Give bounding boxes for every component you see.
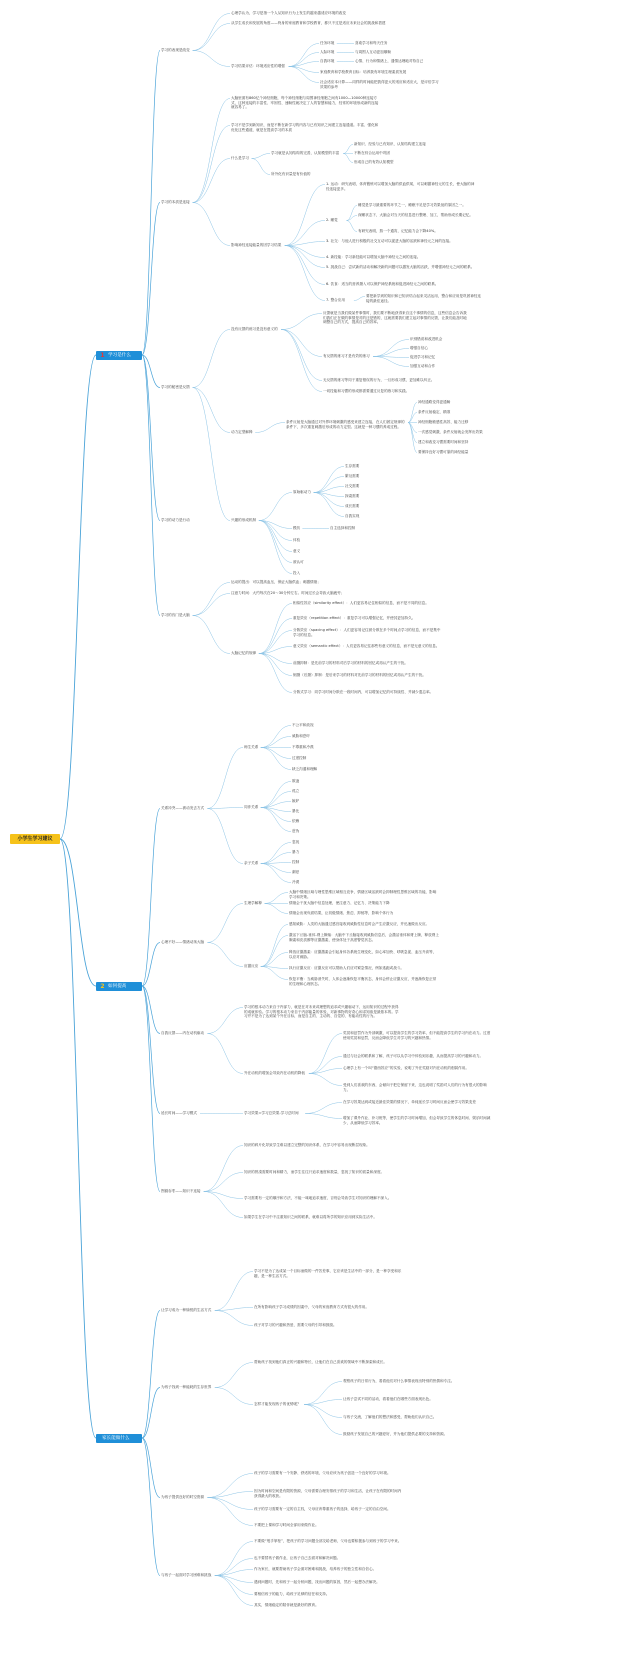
mind-map-node-n3b[interactable]: 动力定型解释 — [231, 430, 253, 434]
link-n14f — [215, 1576, 253, 1606]
mind-map-node-n14b[interactable]: 也不要替孩子做作业，让孩子自己去面对和解决问题。 — [254, 1556, 341, 1560]
main-node-label: 学习是什么 — [108, 353, 131, 358]
mind-map-node-n6a4[interactable]: 过度控制 — [292, 756, 307, 760]
mind-map-node-n4a1c[interactable]: 社交需要 — [345, 484, 360, 488]
mind-map-node-n1c1[interactable]: 任务环境 — [320, 41, 335, 45]
mind-map-node-n10[interactable]: 囫囵吞枣——知识不连接 — [161, 1189, 201, 1193]
link-n14 — [142, 1438, 160, 1576]
mind-map-node-n3b2[interactable]: 神经通路变得更通畅 — [418, 400, 451, 404]
mind-map-node-n3a4[interactable]: 一切技能和习惯的形成都需要通过反复的练习和实践。 — [323, 389, 410, 393]
mind-map-node-n5c2[interactable]: 重复效应（repetition effect）：重复学习可以增强记忆，并使其更加持久。 — [293, 616, 416, 620]
mind-map-node-n1c3[interactable]: 自我环境 — [320, 59, 335, 63]
mind-map-node-n2[interactable]: 学习的本质是连接 — [161, 200, 190, 204]
link-n2a — [193, 99, 230, 203]
mind-map-node-n4a1b[interactable]: 繁衍需要 — [345, 474, 360, 478]
mind-map-node-n2d[interactable]: 影响神经连接能量的因学习结果 — [231, 243, 282, 247]
mind-map-node-n4a7[interactable]: 投入 — [293, 571, 301, 575]
mind-map-node-n9a[interactable]: 学习效果=学习总效果-学习总时间 — [244, 1111, 299, 1115]
link-n5c1 — [259, 604, 292, 654]
link-n1 — [142, 51, 160, 356]
mind-map-node-n7[interactable]: 心理不好——情绪动荡大脑 — [161, 940, 205, 944]
link-n14a — [215, 1542, 253, 1576]
mind-map-node-n11b[interactable]: 在所有影响孩子学习成绩的因素中，父母的家庭教育方式有很大的作用。 — [254, 1305, 369, 1309]
mind-map-node-n11[interactable]: 让学习成为一种愉悦的生活方式 — [161, 1308, 212, 1312]
mind-map-node-n3a2b[interactable]: 增强自信心 — [410, 346, 428, 350]
main-node-what-parents-can-do[interactable] — [96, 1434, 142, 1443]
mind-map-node-n2c2[interactable]: 所外化有识量是有价值的 — [271, 172, 311, 176]
mind-map-node-n3b5[interactable]: 一次感觉刺激，条件反射就会发挥出效果 — [418, 430, 483, 434]
mind-map-node-n13[interactable]: 为孩子提供良好的时空资源 — [161, 1495, 205, 1499]
mind-map-node-n10d[interactable]: 如果学生在学习中不注重知识之间的联系，就难以将所学的知识应用到实际生活中。 — [244, 1215, 377, 1219]
mind-map-node-n3b7[interactable]: 要保持良好习惯可靠的神经能量 — [418, 450, 469, 454]
mind-map-node-n5b[interactable]: 注意力时间：大约每次在20～30分钟左右。时间过长会导致大脑疲劳； — [231, 591, 345, 595]
mind-map-node-n2d2[interactable]: 2. 睡觉 — [326, 218, 338, 222]
section-number-1: 1 — [100, 352, 105, 359]
link-n2d7 — [285, 246, 325, 301]
mind-map-node-n6a1[interactable]: 不公平和歧视 — [292, 723, 314, 727]
mind-map-node-n14d[interactable]: 遇到问题时，先和孩子一起分析问题，找出问题的原因，然后一起想办法解决。 — [254, 1580, 380, 1584]
mind-map-node-n8b3[interactable]: 心理学上有一个叫“德西效应”的实验，说明了外在奖励对内在动机的削弱作用。 — [343, 1066, 469, 1070]
link-n13a — [207, 1474, 253, 1498]
link-n6a — [207, 748, 243, 809]
mind-map-node-n14[interactable]: 与孩子一起面对学习困难和挑战 — [161, 1573, 212, 1577]
mind-map-node-n12[interactable]: 为孩子找到一种能耗的生存世界 — [161, 1385, 212, 1389]
mind-map-node-n3a2c[interactable]: 促进学习和记忆 — [410, 355, 436, 359]
mind-map-node-n4a5[interactable]: 意义 — [293, 549, 301, 553]
link-n1c — [193, 51, 230, 67]
mind-map-node-n8b1[interactable]: 奖赏和惩罚作为外部刺激，可以提高学生的学习效率，但不能提高学生的学习内在动力。过度使用奖赏和惩罚，反而会降低学生对学习的兴趣和热情。 — [343, 1031, 491, 1040]
mind-map-node-n12a[interactable]: 帮助孩子找到他们真正的兴趣和特长，让他们在自己喜欢的领域中不断探索和成长。 — [254, 1360, 387, 1364]
link-n6b1 — [261, 782, 291, 808]
link-n3b2 — [408, 403, 417, 423]
link-n7b1 — [261, 925, 288, 967]
mind-map-node-n2c1c[interactable]: 形成自己的有效认知模型 — [354, 160, 394, 164]
mind-map-node-n7b2[interactable]: 激活下丘脑-垂体-肾上腺轴：大脑中下丘脑接收到威胁信息后，会激活垂体和肾上腺，释放肾上腺素和皮质醇等应激激素，使身体处于高度警觉状态。 — [289, 933, 439, 942]
link-n3b3 — [408, 413, 417, 423]
mind-map-node-n1c2a[interactable]: 与周围人互动更加顺畅 — [355, 50, 391, 54]
mind-map-node-n5c1[interactable]: 相似性效应（similarity effect）：人们更容易记住相似的信息，而不是不同的信息。 — [293, 601, 429, 605]
link-n12a — [215, 1363, 253, 1388]
link-n12b4 — [304, 1405, 342, 1435]
mind-map-node-n2d6[interactable]: 6. 饮食：适当的营养摄入可以保护神经系统和促进神经元之间的联系。 — [326, 282, 439, 286]
link-n11a — [215, 1272, 253, 1311]
mind-map-node-n13b[interactable]: 因为时间和空间是有限的资源，父母需要合理安排孩子的学习和生活，让孩子在有限的时间内获得最大的收获。 — [254, 1489, 402, 1498]
link-n1b — [193, 24, 230, 51]
root-link-0 — [60, 355, 96, 839]
link-n2c — [193, 159, 230, 203]
mind-map-node-n2b[interactable]: 学习不是学到新知识，而是不断在新学习的内容与已有知识之间建立连接通道。丰富、强化和优化这些通道，就是在提高学习的本质 — [231, 123, 379, 132]
mind-map-node-n1c3a[interactable]: 心情、行为和情绪上，通情达理地对待自己 — [355, 59, 424, 63]
mind-map-node-n5c[interactable]: 大脑记忆的规律 — [231, 651, 257, 655]
link-n10d — [204, 1192, 243, 1218]
mind-map-node-n2d3[interactable]: 3. 社交：与他人进行积极的社交互动可以促进大脑的活跃和神经元之间的连接。 — [326, 239, 453, 243]
mind-map-node-n3b4[interactable]: 神经细胞敏感性高效、能力迁移 — [418, 420, 469, 424]
link-n8b1 — [309, 1034, 342, 1074]
link-n11c — [215, 1311, 253, 1326]
mind-map-node-n14e[interactable]: 要相信孩子的能力，给孩子足够的信任和支持。 — [254, 1592, 330, 1596]
mind-map-node-n1c1a[interactable]: 喜欢学习和每天任务 — [355, 41, 388, 45]
mind-map-node-n1c5[interactable]: 社会适应本计算——同样的时间能把我得更大的适应和适应大，是评估学习效果的参考 — [320, 80, 439, 89]
mind-map-node-n3a2d[interactable]: 加强互动和合作 — [410, 364, 436, 368]
mind-map-node-n2d5[interactable]: 5. 挑战自己：尝试新的活动和解决新的问题可以激发大脑的活跃，并增强神经元之间的联系。 — [326, 265, 475, 269]
mind-map-node-n6b5[interactable]: 依赖 — [292, 819, 300, 823]
mind-map-node-n13c[interactable]: 孩子的学习需要有一定的自主权，父母应该尊重孩子的选择，给孩子一定的自由空间。 — [254, 1507, 391, 1511]
link-n6c5 — [261, 864, 291, 883]
mind-map-node-n4a3[interactable]: 体验 — [293, 538, 301, 542]
link-n5 — [142, 355, 160, 616]
mind-map-node-n2c1a[interactable]: 新知识、经验与已有知识、认知结构建立连接 — [354, 142, 426, 146]
main-node-how-to-improve[interactable] — [96, 982, 142, 991]
mind-map-node-n8b[interactable]: 外在动机的增加会导致内在动机的降低 — [244, 1071, 306, 1075]
mind-map-node-n3a2[interactable]: 有反馈的练习才是有效的练习 — [323, 354, 370, 358]
mind-map-node-n6b4[interactable]: 暴比 — [292, 809, 300, 813]
link-n2b — [193, 126, 230, 203]
mind-map-node-n6c2[interactable]: 暴力 — [292, 850, 300, 854]
mind-map-node-n13a[interactable]: 孩子的学习需要有一个安静、舒适的环境，父母应该为孩子创造一个良好的学习环境。 — [254, 1471, 391, 1475]
mind-map-node-n11c[interactable]: 孩子对学习的兴趣和热爱，需要父母的引导和鼓励。 — [254, 1323, 337, 1327]
mind-map-node-n4a2[interactable]: 模仿 — [293, 526, 301, 530]
mind-map-node-n3a3[interactable]: 无反馈的练习等同于重复错误的行为，一旦形成习惯，更加难以纠正。 — [323, 378, 435, 382]
mind-map-node-n2c1b[interactable]: 不断在综合运用中巩固 — [354, 151, 390, 155]
mind-map-node-n12b2[interactable]: 让孩子尝试不同的活动，看看他们在哪些方面表现出色。 — [343, 1397, 433, 1401]
link-n12 — [142, 1388, 160, 1439]
mind-map-node-n7b4[interactable]: 执行应激反应：应激反应可以帮助人们应对紧急情况，例如逃跑或战斗。 — [289, 966, 404, 970]
link-n5c — [193, 616, 230, 654]
link-n6c — [207, 809, 243, 864]
mind-map-node-n8b4[interactable]: 受到人们喜欢的东西，会倾向于把它保留下来，这也说明了奖励对人们的行为有很大的影响力。 — [343, 1083, 487, 1092]
link-n7a — [207, 904, 243, 943]
mind-map-node-n5c4[interactable]: 意义效应（semantic effect）：人们更容易记住那些有意义的信息，而不是无意义的信息。 — [293, 644, 440, 648]
mind-map-node-n7b[interactable]: 应激反应 — [244, 964, 259, 968]
link-n6a5 — [261, 748, 291, 770]
link-n11 — [142, 1311, 160, 1439]
mind-map-node-n2d1[interactable]: 1. 运动：研究表明，体育锻炼可以增加大脑的供血供氧，可以刺激神经元的生长，使大脑的神经连接更多。 — [326, 182, 475, 191]
main-node-label: 家长能做什么 — [102, 1436, 130, 1441]
mind-map-node-n6c5[interactable]: 冷漠 — [292, 880, 300, 884]
link-n10a — [204, 1146, 243, 1192]
link-n4 — [142, 355, 160, 521]
mind-map-node-n7b1[interactable]: 感知威胁：人类的大脑通过感官接收到威胁性信息时会产生应激反应，并迅速做出反应。 — [289, 922, 430, 926]
mind-map-node-n4a[interactable]: 兴趣的形成机制 — [231, 518, 257, 522]
mind-map-node-n9a2[interactable]: 增加了课外作业、补习班等，使学生的学习时间增加，但会导致学生的休息时间、娱乐时间减少，从而降低学习效率。 — [343, 1116, 491, 1125]
main-node-label: 如何提高 — [108, 984, 127, 989]
mind-map-node-n3b3[interactable]: 条件反射稳定、精准 — [418, 410, 451, 414]
mind-map-node-n6c1[interactable]: 忽视 — [292, 840, 300, 844]
mind-map-node-n1c2[interactable]: 人际环境 — [320, 50, 335, 54]
mind-map-node-n12b4[interactable]: 鼓励孩子发展自己的兴趣爱好，并为他们提供必要的支持和资源。 — [343, 1432, 448, 1436]
link-n2d5 — [285, 246, 325, 268]
mind-map-node-n7a3[interactable]: 情绪会出现负面结果，让初级情绪、焦虑、抑郁等，影响个体行为 — [289, 911, 394, 915]
mind-map-node-n12b3[interactable]: 与孩子交流，了解他们的想法和感受，帮助他们认识自己。 — [343, 1415, 437, 1419]
mind-map-node-n3a1[interactable]: 反馈就是当我们做某件事情时，我们要不断地获得来自这个事情的信息，这些信息会告诉我们我们正在做的事情是对的还是错的，这就需要我们建立起对事情的反馈，让我们能及时地调整自己的方式，提高自己的效率。 — [323, 311, 467, 325]
link-n4a — [193, 388, 230, 521]
mind-map-node-n7a2[interactable]: 情绪会干扰大脑中信息处理，使注意力、记忆力、决策能力下降 — [289, 901, 390, 905]
link-n7b2 — [261, 936, 288, 967]
mind-map-node-n13d[interactable]: 不要把上课和学习时间全部用来做作业。 — [254, 1523, 319, 1527]
link-n2d — [193, 203, 230, 246]
link-n13d — [207, 1498, 253, 1526]
mind-map-node-n6c[interactable]: 亲子关系 — [244, 861, 259, 865]
mind-map-node-n3b6[interactable]: 建立和改变习惯需要时间和坚持 — [418, 440, 469, 444]
mind-map-node-n8b2[interactable]: 通过与社会的联系和了解，孩子可以从学习中体验到乐趣，从而提高学习的兴趣和动力。 — [343, 1054, 484, 1058]
mind-map-node-n6c4[interactable]: 溺爱 — [292, 870, 300, 874]
link-n4a3 — [259, 521, 292, 541]
link-n5c6 — [259, 654, 292, 676]
link-n4a7 — [259, 521, 292, 574]
mind-map-node-n4a4[interactable]: 自主选择和控制 — [330, 526, 356, 530]
link-n4a6 — [259, 521, 292, 563]
link-n5a — [193, 583, 230, 616]
mind-map-node-n4a1d[interactable]: 探索需要 — [345, 494, 360, 498]
mind-map-node-n14f[interactable]: 其实，情绪稳定的陪伴就是最好的教育。 — [254, 1603, 319, 1607]
link-n5c2 — [259, 619, 292, 654]
link-n3a4 — [281, 330, 322, 392]
mind-map-node-n1c[interactable]: 学习结果评估：环境适应性的增强 — [231, 64, 285, 68]
mind-map-node-n5a[interactable]: 运动的提出：可以提高血压，保证大脑供血；刺激情绪； — [231, 580, 321, 584]
link-n3a2 — [281, 330, 322, 357]
mind-map-node-n14c[interactable]: 作为家长，就要帮助孩子学会面对困难和挑战，培养孩子的独立性和自信心。 — [254, 1567, 377, 1571]
mind-map-node-n6b[interactable]: 同伴关系 — [244, 805, 259, 809]
mind-map-node-n4a1[interactable]: 原始驱动力 — [293, 490, 311, 494]
mind-map-node-n5c6[interactable]: 倒摄（后摄）抑制：是后来学习的材料对先前学习的材料的回忆或再认产生的干扰。 — [293, 673, 426, 677]
link-n2 — [142, 203, 160, 356]
link-n3b — [193, 388, 230, 433]
mind-map-node-n7b5[interactable]: 恢复平衡：当威胁消失时，人体会逐渐恢复平衡状态，身体会停止应激反应，并逐渐恢复正常的生理和心理状态。 — [289, 977, 437, 986]
mind-map-node-n10a[interactable]: 知识的碎片化导致学生难以建立完整的知识体系，在学习中容易出现断层现象。 — [244, 1143, 370, 1147]
mind-map-node-n3a[interactable]: 没有反馈的练习是没有意义的 — [231, 327, 278, 331]
mind-map-node-n1a[interactable]: 心理学认为，学习是指一个人从知识行为上发生的越来越适应环境的改变 — [231, 11, 346, 15]
mind-map-node-n6a3[interactable]: 不尊重和冷漠 — [292, 745, 314, 749]
mind-map-node-n7a1[interactable]: 大脑中情绪区域与理性思维区域相互竞争，情绪区域活跃时会抑制理性思维区域的功能，影响学习和决策。 — [289, 890, 437, 899]
link-n6 — [142, 809, 160, 987]
link-n10 — [142, 986, 160, 1192]
mind-map-node-n5[interactable]: 学习的窍门是大脑 — [161, 613, 190, 617]
main-node-what-is-learning[interactable] — [96, 351, 142, 360]
link-n1a — [193, 14, 230, 51]
mind-map-node-n2d7a[interactable]: 要把新学到的知识和已知识结合起来灵活运用，整合和应用是巩固神经连接的最佳途径。 — [366, 294, 481, 303]
mind-map-node-n4[interactable]: 学习的动力是行动 — [161, 518, 190, 522]
mind-map-node-n5c5[interactable]: 前摄抑制：是先前学习的材料对后学习的材料的回忆或再认产生的干扰。 — [293, 661, 408, 665]
mind-map-node-n5c7[interactable]: 分散式学习：同学习时间分散在一段时间内，可以增加记忆的可持续性、并减少遗忘率。 — [293, 690, 434, 694]
mind-map-node-n10c[interactable]: 学习需要有一定的顺序和方法，不能一味地追求速度，否则会导致学生对知识的理解不深入。 — [244, 1196, 392, 1200]
mind-map-node-n6b6[interactable]: 虚伪 — [292, 829, 300, 833]
link-n8b — [207, 1034, 243, 1074]
mind-map-node-n6b2[interactable]: 孤立 — [292, 789, 300, 793]
link-n4a1 — [259, 493, 292, 521]
mind-map-node-n6b1[interactable]: 欺凌 — [292, 779, 300, 783]
link-n14e — [215, 1576, 253, 1595]
mind-map-node-n4a1a[interactable]: 生存需要 — [345, 464, 360, 468]
mind-map-node-n4a1e[interactable]: 成长需要 — [345, 504, 360, 508]
mind-map-node-n2c1[interactable]: 学习就是认知结构的完善，认知模型的丰富 — [271, 151, 340, 155]
link-n3b6 — [408, 423, 417, 443]
mind-map-node-n2d4[interactable]: 4. 新技能：学习新技能可以增加大脑中神经元之间的连接。 — [326, 255, 421, 259]
mind-map-node-n3b1[interactable]: 条件反射是大脑通过对外界环境刺激的感受来建立连接，在人们固定规律的条件下，多次重复刺激后形成的动力定型。这就是一种习惯的养成过程。 — [286, 420, 405, 429]
mind-map-node-n9a1[interactable]: 在学习效果达到或接近最佳效果的情况下，单纯延长学习时间反而会使学习效果变差 — [343, 1100, 476, 1104]
mind-map-node-n1b[interactable]: 从学生成长和发展的角度——终身的家庭教育和学校教育，都只不过是适应未来社会的挑战和搭建 — [231, 21, 386, 25]
mind-map-node-n6b3[interactable]: 嫉妒 — [292, 799, 300, 803]
root-link-2 — [60, 839, 96, 1438]
mind-map-node-n6a5[interactable]: 缺乏沟通和理解 — [292, 767, 318, 771]
mind-map-node-n5c3[interactable]: 分散效应（spacing effect）：人们更容易记住被分散在多个时间点学习的信息，而不是集中学习的信息。 — [293, 628, 441, 637]
mind-map-node-n6[interactable]: 关系冲突——被动发去方式 — [161, 806, 205, 810]
mind-map-node-n2d2b[interactable]: 深睡状态下，大脑会对当天的信息进行整理、加工，帮助形成长期记忆。 — [358, 213, 473, 217]
mind-map-node-n14a[interactable]: 不要做“甩手掌柜”，把孩子的学习问题全部交给老师，父母也要积极参与到孩子的学习中来。 — [254, 1539, 402, 1543]
mind-map-node-n2d7[interactable]: 7. 整合应用 — [326, 298, 345, 302]
link-n3a3 — [281, 330, 322, 381]
link-n2c2 — [252, 159, 271, 175]
mind-map-node-n11a[interactable]: 学习不是为了达成某一个目标而做的一件苦差事，它应该是生活中的一部分，是一种享受和乐趣，是一种生活方式。 — [254, 1269, 402, 1278]
mind-map-node-n3[interactable]: 学习的秘密是反馈 — [161, 385, 190, 389]
mind-map-node-n2d2a[interactable]: 睡觉是学习最重要的环节之一，睡眠不足是学习效果低的原因之一。 — [358, 203, 466, 207]
mind-map-node-n12b[interactable]: 怎样才能发现孩子的优势呢？ — [254, 1402, 301, 1406]
mind-map-node-n8[interactable]: 自我反馈——内在动机驱动 — [161, 1031, 205, 1035]
mind-map-node-n7a[interactable]: 生理学解释 — [244, 901, 262, 905]
mind-map-node-n1c4[interactable]: 家庭教育和学校教育目标：培养我有环境生理素质发展 — [320, 70, 407, 74]
mind-map-node-n4a6[interactable]: 被认可 — [293, 560, 304, 564]
link-n5c7 — [259, 654, 292, 693]
link-n13 — [142, 1438, 160, 1498]
mind-map-node-n6c3[interactable]: 控制 — [292, 860, 300, 864]
mind-map-node-n6a[interactable]: 师生关系 — [244, 745, 259, 749]
mind-map-node-n2d2c[interactable]: 有研究表明，熬一个通宵，记忆能力会下降40%。 — [358, 229, 438, 233]
mind-map-node-n12b1[interactable]: 观察孩子的日常行为，看看他们对什么事情表现出特别的热情和专注。 — [343, 1379, 455, 1383]
mind-map-node-n9[interactable]: 延长时间——学习模式 — [161, 1111, 197, 1115]
mind-map-node-n7b3[interactable]: 释放应激激素：应激激素会引起身体各系统生理变化，如心率加快、呼吸急促、血压升高等，以应对威胁。 — [289, 950, 437, 959]
mind-map-node-n8a[interactable]: 学习的根本动力来自于内部力，就是在对未来或理想的追求或兴趣驱动下，运用知识的过程中获得的成就体验。学习的根本动力来自于内部能量的体验，对新事物的好奇心和求知欲是最基本的。学习并不是为了达到某个外在目标，而是自主的、主动的、自觉的、有能动性的行为。 — [244, 1005, 399, 1019]
mind-map-node-n4a1f[interactable]: 自我实现 — [345, 514, 360, 518]
link-n4a1a — [314, 467, 345, 493]
link-n7b — [207, 943, 243, 967]
link-n1c5 — [289, 67, 320, 83]
mind-map-node-n2a[interactable]: 大脑里面有860亿个神经细胞，每个神经细胞与周围神经细胞之间有1000—10000种连接方式，这种连接的丰富性、牢固性、速畅性就决定了人的智慧和能力，经常的环境形成新的连接就容易了。 — [231, 96, 379, 110]
link-n3a — [193, 330, 230, 388]
link-n8a — [207, 1008, 243, 1034]
mind-map-node-n3a2a[interactable]: 识别错误和改进机会 — [410, 337, 443, 341]
mind-map-node-n6a2[interactable]: 威胁和恐吓 — [292, 734, 310, 738]
link-n2d1 — [285, 185, 325, 246]
root-node[interactable]: 小学生学习建议 — [10, 834, 60, 844]
link-n12b — [215, 1388, 253, 1405]
mind-map-node-n2c[interactable]: 什么是学习 — [231, 156, 249, 160]
mind-map-node-n1[interactable]: 学习的表现是改变 — [161, 48, 190, 52]
mind-map-node-n10b[interactable]: 知识的拼凑需要时间和精力，而学生往往只追求速度和数量，忽视了知识的质量和深度。 — [244, 1170, 385, 1174]
section-number-2: 2 — [100, 983, 105, 990]
